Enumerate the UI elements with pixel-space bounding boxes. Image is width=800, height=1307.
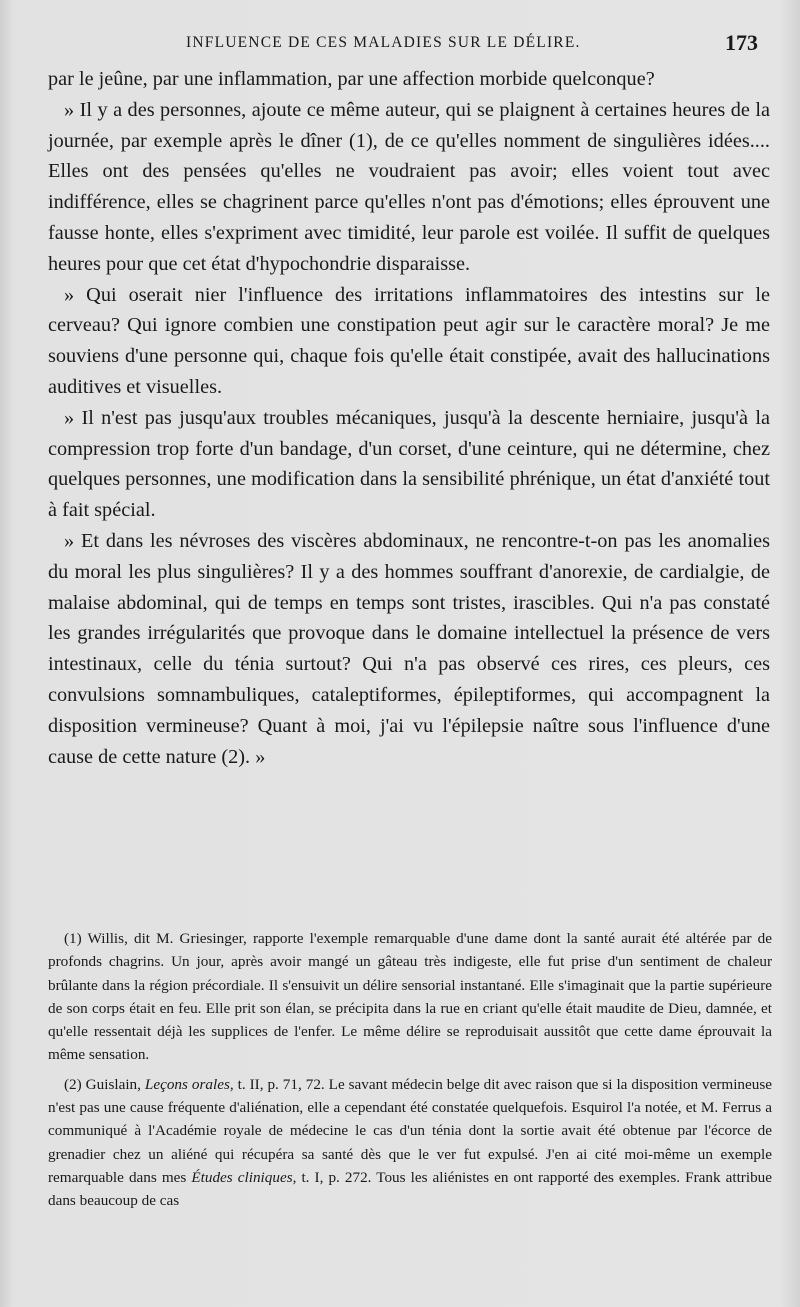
footnote-2-work: Études cliniques <box>191 1168 293 1186</box>
page-number: 173 <box>725 30 758 55</box>
paragraph: » Qui oserait nier l'influence des irritations inflammatoires des intestins sur le cerveau? Qui ignore combien une constipation peut agir sur le caractère moral? Je me souviens d'une personne qui, chaque fois qu'elle était constipée, avait des hallucinations auditives et visuelles. <box>48 283 770 398</box>
footnote-2 <box>48 1073 772 1213</box>
footnote-2-title: Leçons orales <box>144 1075 230 1093</box>
paragraph: par le jeûne, par une inflammation, par une affection morbide quelconque? <box>48 68 655 90</box>
footnote-2-prefix: (2) Guislain, <box>64 1075 141 1093</box>
paragraph: » Il n'est pas jusqu'aux troubles mécaniques, jusqu'à la descente herniaire, jusqu'à la compression trop forte d'un bandage, d'un corset, d'une ceinture, qui ne détermine, chez quelques personnes, une modification dans la sensibilité phrénique, un état d'anxiété tout à fait spécial. <box>48 406 770 522</box>
main-text <box>48 64 770 772</box>
footnote-2-end: , t. I, p. 272. Tous les aliénistes en ont rapporté des exemples. Frank attribue dans beaucoup de cas <box>48 1168 773 1210</box>
paragraph: » Et dans les névroses des viscères abdominaux, ne rencontre-t-on pas les anomalies du moral les plus singulières? Il y a des hommes souffrant d'anorexie, de cardialgie, de malaise abdominal, qui de temps en temps sont tristes, irascibles. Qui n'a pas constaté les grandes irrégularités que provoque dans le domaine intellectuel la présence de vers intestinaux, celle du ténia surtout? Qui n'a pas observé ces rires, ces pleurs, ces convulsions somnambuliques, cataleptiformes, épileptiformes, qui accompagnent la disposition vermineuse? Quant à moi, j'ai vu l'épilepsie naître sous l'influence d'une cause de cette nature (2). » <box>48 529 770 768</box>
footnote-2-text: , t. II, p. 71, 72. Le savant médecin belge dit avec raison que si la disposition vermineuse n'est pas une cause fréquente d'aliénation, elle a cependant été constatée quelquefois. Esquirol l'a notée, et M. Ferrus a communiqué à l'Académie royale de médecine le cas d'un ténia dont la sortie avait été obtenue par l'écorce de grenadier chez un aliéné qui récupéra sa santé dès que le ver fut expulsé. J'en ai cité moi-même un exemple remarquable dans mes <box>48 1075 772 1186</box>
paragraph: » Il y a des personnes, ajoute ce même auteur, qui se plaignent à certaines heures de la journée, par exemple après le dîner (1), de ce qu'elles nomment de singulières idées.... Elles ont des pensées qu'elles ne voudraient pas avoir; elles voient tout avec indifférence, elles se chagrinent parce qu'elles n'ont pas d'émotions; elles éprouvent une fausse honte, elles s'expriment avec timidité, leur parole est voilée. Il suffit de quelques heures pour que cet état d'hypochondrie disparaisse. <box>48 98 770 275</box>
footnotes <box>48 927 772 1219</box>
running-title: INFLUENCE DE CES MALADIES SUR LE DÉLIRE. <box>186 34 581 51</box>
page-header <box>48 30 770 60</box>
footnote-1: (1) Willis, dit M. Griesinger, rapporte l'exemple remarquable d'une dame dont la santé aurait été altérée par de profonds chagrins. Un jour, après avoir mangé un gâteau très indigeste, elle fut prise d'un sentiment de chaleur brûlante dans la région précordiale. Il s'ensuivit un délire sensorial instantané. Elle s'imaginait que la partie supérieure de son corps était en feu. Elle prit son élan, se précipita dans la rue en criant qu'elle était maudite de Dieu, damnée, et qu'elle ressentait déjà les supplices de l'enfer. Le même délire se reproduisait aussitôt que cette dame éprouvait la même sensation. <box>48 930 772 1064</box>
